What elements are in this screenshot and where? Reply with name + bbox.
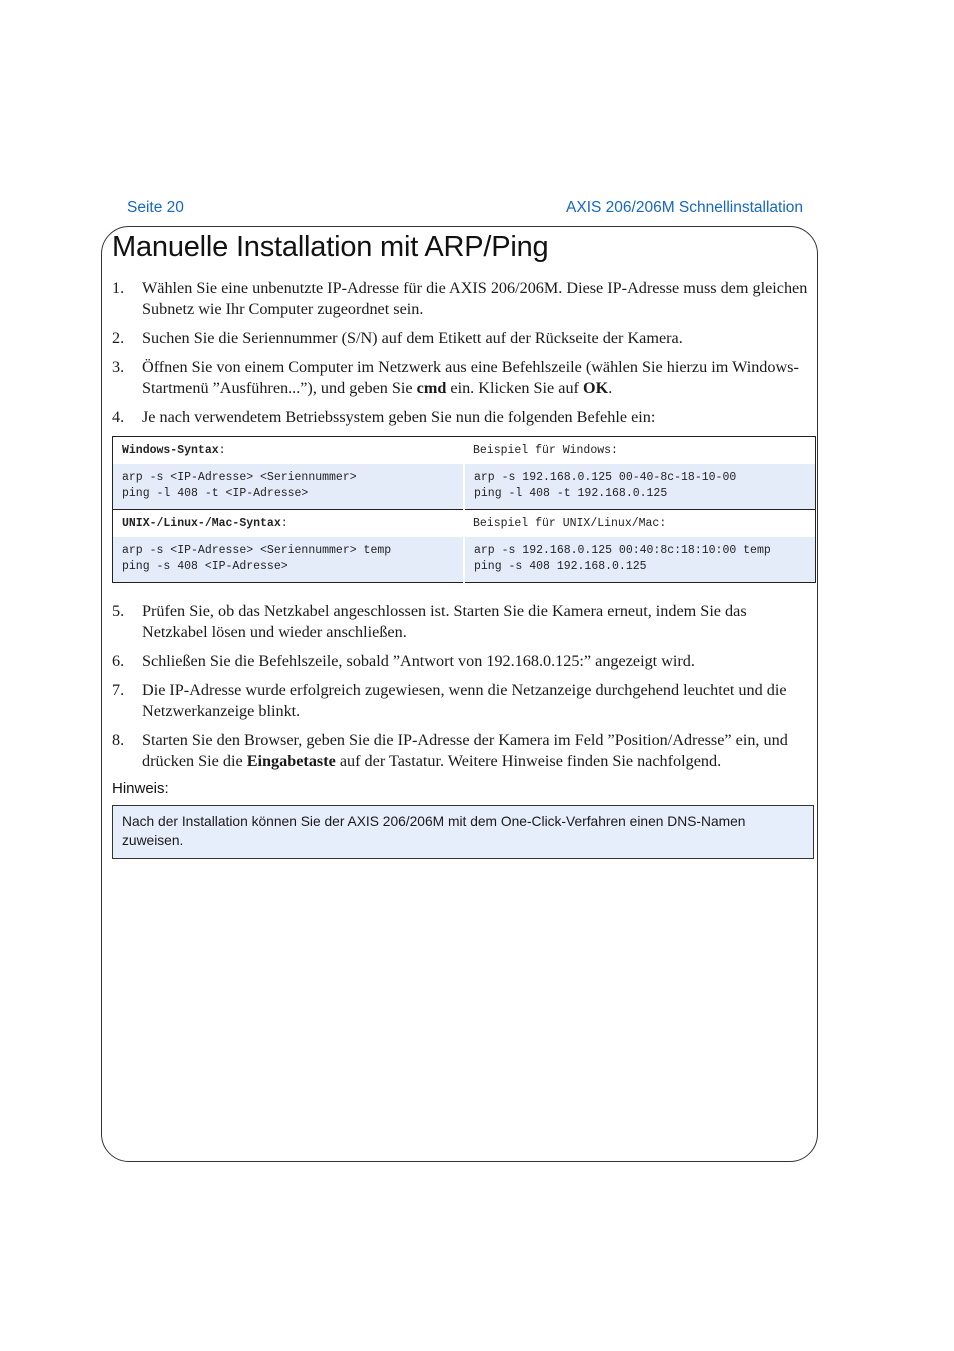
step-number: 3. bbox=[112, 358, 125, 376]
step-number: 1. bbox=[112, 279, 125, 297]
unix-syntax-code: arp -s <IP-Adresse> <Seriennummer> temp ping -s 408 <IP-Adresse> bbox=[113, 537, 465, 583]
step-text: Die IP-Adresse wurde erfolgreich zugewiesen, wenn die Netzanzeige durchgehend leuchtet und die Netzwerkanzeige blinkt. bbox=[142, 681, 787, 720]
enter-key-keyword: Eingabetaste bbox=[246, 752, 336, 770]
table-row bbox=[113, 437, 816, 465]
command-table bbox=[112, 436, 816, 583]
list-item bbox=[112, 680, 812, 722]
steps-list-b bbox=[112, 601, 812, 772]
list-item bbox=[112, 651, 812, 672]
step-text: Je nach verwendetem Betriebssystem geben Sie nun die folgenden Befehle ein: bbox=[142, 408, 656, 426]
page-number: Seite 20 bbox=[127, 199, 184, 216]
list-item bbox=[112, 407, 812, 428]
list-item bbox=[112, 328, 812, 349]
step-text: Suchen Sie die Seriennummer (S/N) auf dem Etikett auf der Rückseite der Kamera. bbox=[142, 329, 683, 347]
step-text: Starten Sie den Browser, geben Sie die IP-Adresse der Kamera im Feld ”Position/Adresse” ein, und drücken Sie die Eingabetaste auf der Tastatur. Weitere Hinweise finden Sie nachfolgend. bbox=[142, 731, 788, 770]
windows-syntax-label: Windows-Syntax: bbox=[113, 437, 465, 465]
unix-example-code: arp -s 192.168.0.125 00:40:8c:18:10:00 temp ping -s 408 192.168.0.125 bbox=[464, 537, 816, 583]
step-number: 8. bbox=[112, 731, 125, 749]
document-title: AXIS 206/206M Schnellinstallation bbox=[566, 199, 803, 216]
list-item bbox=[112, 278, 812, 320]
cmd-keyword: cmd bbox=[416, 379, 447, 397]
note-label: Hinweis: bbox=[112, 780, 169, 797]
unix-example-label: Beispiel für UNIX/Linux/Mac: bbox=[464, 510, 816, 538]
step-number: 5. bbox=[112, 602, 125, 620]
ok-keyword: OK bbox=[583, 379, 609, 397]
step-text: Schließen Sie die Befehlszeile, sobald ”Antwort von 192.168.0.125:” angezeigt wird. bbox=[142, 652, 695, 670]
step-number: 4. bbox=[112, 408, 125, 426]
page-title: Manuelle Installation mit ARP/Ping bbox=[112, 231, 549, 263]
table-row bbox=[113, 537, 816, 583]
windows-example-label: Beispiel für Windows: bbox=[464, 437, 816, 465]
step-number: 6. bbox=[112, 652, 125, 670]
step-text: Öffnen Sie von einem Computer im Netzwerk aus eine Befehlszeile (wählen Sie hierzu im Windows-Startmenü ”Ausführen...”), und geben Sie cmd ein. Klicken Sie auf OK. bbox=[142, 358, 799, 397]
running-header bbox=[127, 199, 803, 221]
table-row bbox=[113, 464, 816, 510]
step-number: 2. bbox=[112, 329, 125, 347]
step-text: Prüfen Sie, ob das Netzkabel angeschlossen ist. Starten Sie die Kamera erneut, indem Sie das Netzkabel lösen und wieder anschließen. bbox=[142, 602, 747, 641]
steps-list-a bbox=[112, 278, 812, 428]
list-item bbox=[112, 601, 812, 643]
table-row bbox=[113, 510, 816, 538]
list-item bbox=[112, 357, 812, 399]
windows-example-code: arp -s 192.168.0.125 00-40-8c-18-10-00 ping -l 408 -t 192.168.0.125 bbox=[464, 464, 816, 510]
unix-syntax-label: UNIX-/Linux-/Mac-Syntax: bbox=[113, 510, 465, 538]
windows-syntax-code: arp -s <IP-Adresse> <Seriennummer> ping -l 408 -t <IP-Adresse> bbox=[113, 464, 465, 510]
note-box: Nach der Installation können Sie der AXIS 206/206M mit dem One-Click-Verfahren einen DNS-Namen zuweisen. bbox=[112, 805, 814, 859]
step-text: Wählen Sie eine unbenutzte IP-Adresse für die AXIS 206/206M. Diese IP-Adresse muss dem gleichen Subnetz wie Ihr Computer zugeordnet sein. bbox=[142, 279, 808, 318]
list-item bbox=[112, 730, 812, 772]
main-content bbox=[112, 278, 812, 859]
step-number: 7. bbox=[112, 681, 125, 699]
